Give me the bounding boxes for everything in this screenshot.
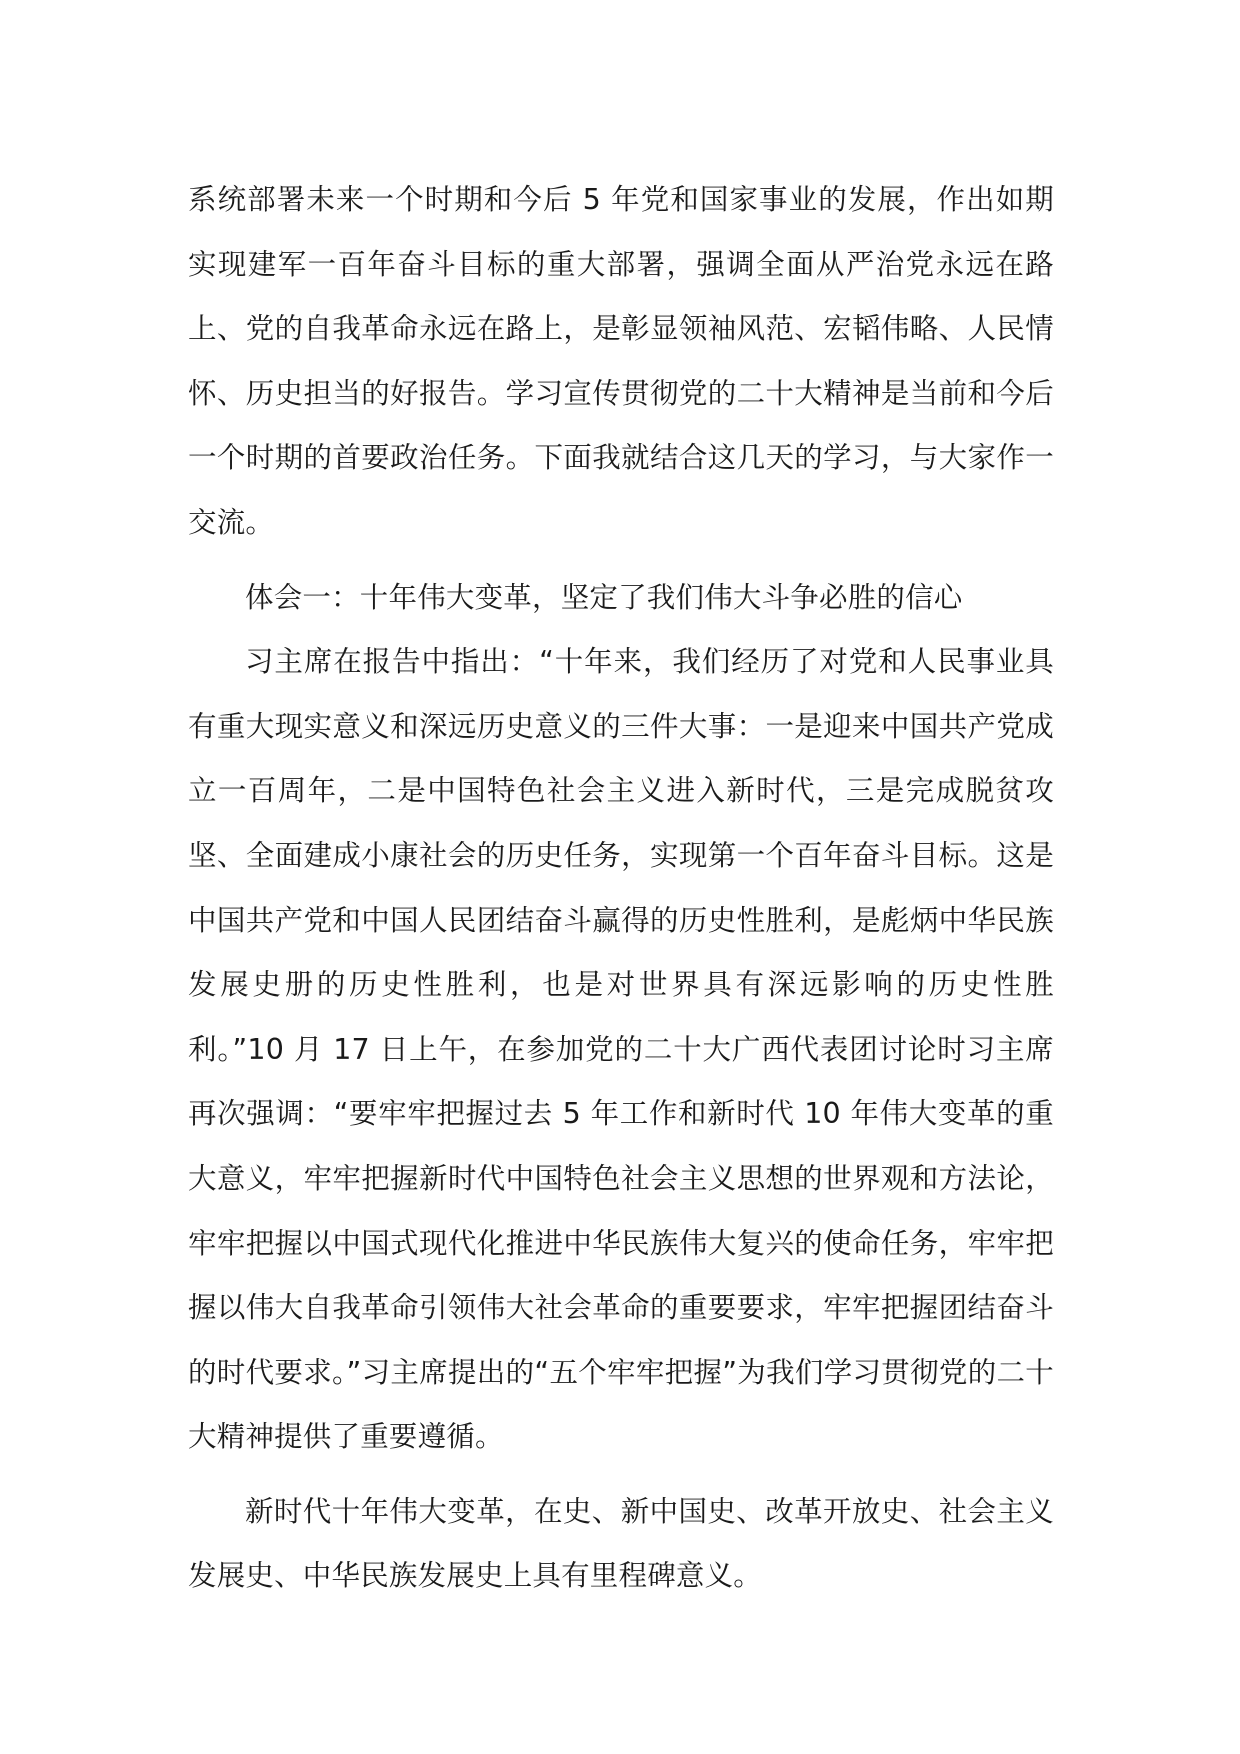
paragraph-closing: 新时代十年伟大变革，在史、新中国史、改革开放史、社会主义发展史、中华民族发展史上具有里程碑意义。 (188, 1494, 1054, 1593)
paragraph-quote: 习主席在报告中指出：“十年来，我们经历了对党和人民事业具有重大现实意义和深远历史意义的三件大事：一是迎来中国共产党成立一百周年，二是中国特色社会主义进入新时代，三是完成脱贫攻坚、全面建成小康社会的历史任务，实现第一个百年奋斗目标。这是中国共产党和中国人民团结奋斗赢得的历史性胜利，是彪炳中华民族发展史册的历史性胜利，也是对世界具有深远影响的历史性胜利。”10 月 17 日上午，在参加党的二十大广西代表团讨论时习主席再次强调：“要牢牢把握过去 5 年工作和新时代 10 年伟大变革的重大意义，牢牢把握新时代中国特色社会主义思想的世界观和方法论，牢牢把握以中国式现代化推进中华民族伟大复兴的使命任务，牢牢把握以伟大自我革命引领伟大社会革命的重要要求，牢牢把握团结奋斗的时代要求。”习主席提出的“五个牢牢把握”为我们学习贯彻党的二十大精神提供了重要遵循。 (188, 645, 1054, 1454)
paragraph-continuation: 系统部署未来一个时期和今后 5 年党和国家事业的发展，作出如期实现建军一百年奋斗目标的重大部署，强调全面从严治党永远在路上、党的自我革命永远在路上，是彰显领袖风范、宏韬伟略、人民情怀、历史担当的好报告。学习宣传贯彻党的二十大精神是当前和今后一个时期的首要政治任务。下面我就结合这几天的学习，与大家作一交流。 (188, 183, 1054, 539)
document-body (188, 168, 1054, 1609)
section-heading: 体会一：十年伟大变革，坚定了我们伟大斗争必胜的信心 (245, 580, 963, 614)
